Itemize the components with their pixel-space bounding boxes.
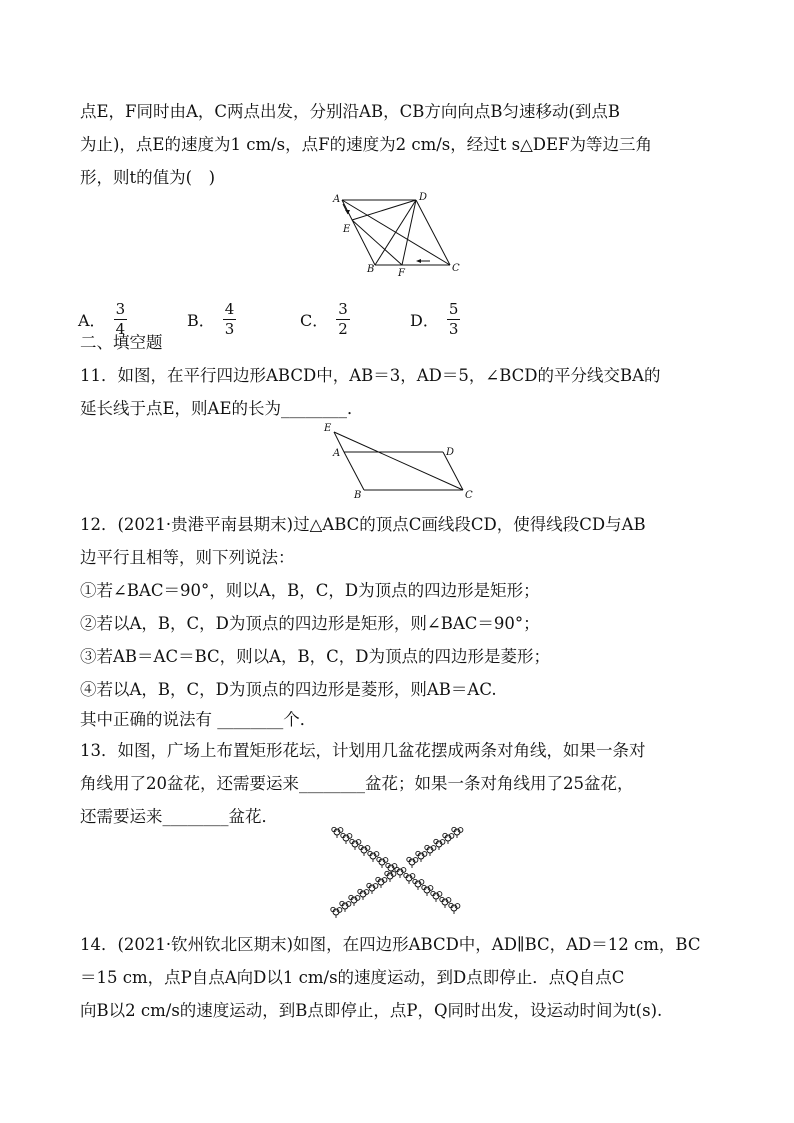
q11-label-a: A — [333, 448, 341, 459]
option-letter: A． — [78, 311, 106, 330]
fraction-numerator: 4 — [224, 300, 235, 318]
q10-option-b — [187, 300, 236, 339]
q11-label-e: E — [324, 423, 332, 434]
q11-label-d: D — [446, 447, 455, 458]
option-fraction — [447, 300, 461, 339]
fraction-numerator: 3 — [338, 300, 348, 318]
q10-label-f: F — [398, 268, 405, 279]
option-letter: B． — [187, 311, 215, 330]
q10-line-3: 形，则t的值为( ) — [80, 168, 216, 187]
q10-line-1: 点E，F同时由A，C两点出发，分别沿AB，CB方向向点B匀速移动(到点B — [80, 102, 621, 121]
q11-line-2: 延长线于点E，则AE的长为________． — [80, 399, 364, 418]
fraction-denominator: 4 — [115, 320, 126, 338]
option-fraction — [223, 300, 237, 339]
q14-line-1: 14．(2021·钦州钦北区期末)如图，在四边形ABCD中，AD∥BC，AD＝12 cm，BC — [80, 935, 701, 954]
q12-statement-1: ①若∠BAC＝90°，则以A，B，C，D为顶点的四边形是矩形； — [80, 581, 540, 600]
q11-figure — [320, 420, 480, 500]
fraction-numerator: 5 — [448, 300, 459, 318]
q12-answer-line: 其中正确的说法有 ________个． — [80, 710, 317, 729]
q10-label-a: A — [333, 194, 341, 205]
section-title: 二、填空题 — [80, 333, 163, 352]
fraction-denominator: 2 — [338, 320, 348, 338]
option-letter: C． — [300, 311, 329, 330]
q13-line-3: 还需要运来________盆花． — [80, 807, 278, 826]
q10-label-b: B — [367, 264, 375, 275]
fraction-denominator: 3 — [224, 320, 235, 338]
q10-label-c: C — [452, 263, 460, 274]
q14-line-2: ＝15 cm，点P自点A向D以1 cm/s的速度运动，到D点即停止．点Q自点C — [80, 968, 625, 987]
q10-option-d — [410, 300, 460, 339]
q13-line-2: 角线用了20盆花，还需要运来________盆花；如果一条对角线用了25盆花， — [80, 774, 634, 793]
q12-line-1: 12．(2021·贵港平南县期末)过△ABC的顶点C画线段CD，使得线段CD与AB — [80, 515, 646, 534]
q10-option-c — [300, 300, 350, 339]
q12-statement-4: ④若以A，B，C，D为顶点的四边形是菱形，则AB＝AC. — [80, 680, 497, 699]
q10-label-d: D — [419, 192, 428, 203]
q12-line-2: 边平行且相等，则下列说法： — [80, 548, 295, 567]
fraction-numerator: 3 — [115, 300, 126, 318]
q11-label-c: C — [465, 490, 473, 500]
q12-statement-3: ③若AB＝AC＝BC，则以A，B，C，D为顶点的四边形是菱形； — [80, 647, 551, 666]
q11-line-1: 11．如图，在平行四边形ABCD中，AB＝3，AD＝5，∠BCD的平分线交BA的 — [80, 366, 661, 385]
fraction-denominator: 3 — [448, 320, 459, 338]
q12-statement-2: ②若以A，B，C，D为顶点的四边形是矩形，则∠BAC＝90°； — [80, 614, 540, 633]
q10-label-e: E — [343, 224, 351, 235]
q13-flower-figure — [325, 822, 475, 922]
q14-line-3: 向B以2 cm/s的速度运动，到B点即停止，点P，Q同时出发，设运动时间为t(s). — [80, 1001, 663, 1020]
q11-label-b: B — [354, 490, 362, 500]
q10-line-2: 为止)，点E的速度为1 cm/s，点F的速度为2 cm/s，经过t s△DEF为等边三角 — [80, 135, 652, 154]
option-letter: D． — [410, 311, 439, 330]
option-fraction — [336, 300, 350, 339]
q13-line-1: 13．如图，广场上布置矩形花坛，计划用几盆花摆成两条对角线，如果一条对 — [80, 741, 646, 760]
q10-figure — [330, 190, 470, 280]
